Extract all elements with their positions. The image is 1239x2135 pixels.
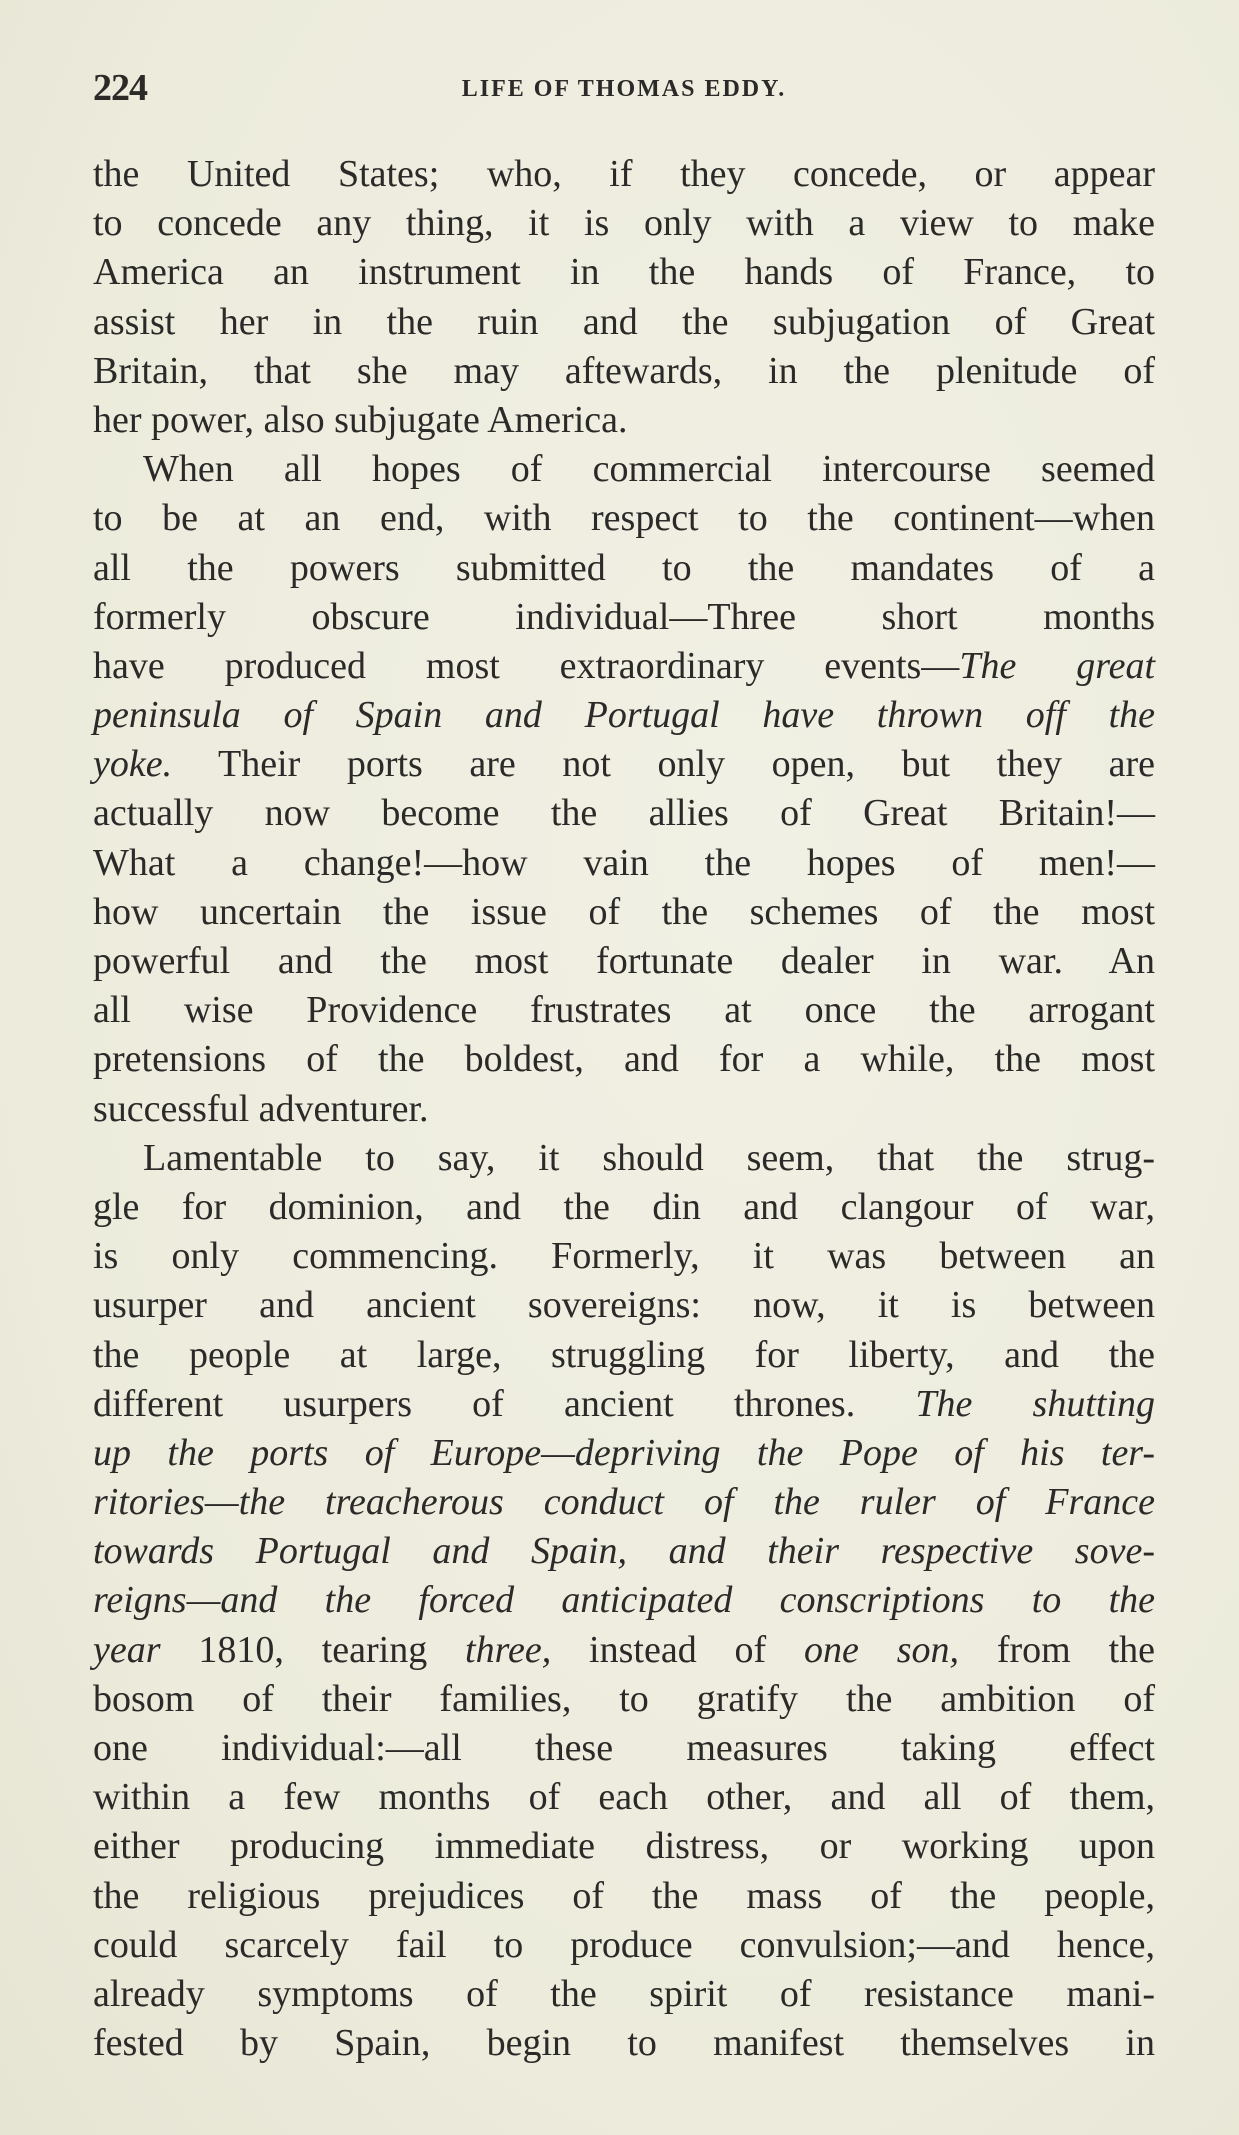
- text-segment: What a change!—how vain the hopes of men!—: [93, 841, 1155, 884]
- italic-text: reigns—and the forced anticipated conscriptions to the: [93, 1579, 1155, 1622]
- text-segment: her power, also subjugate America.: [93, 398, 628, 441]
- text-segment: gle for dominion, and the din and clangour of war,: [93, 1185, 1155, 1228]
- text-line: [93, 298, 1155, 347]
- text-segment: could scarcely fail to produce convulsion;—and hence,: [93, 1923, 1155, 1966]
- text-segment: how uncertain the issue of the schemes of the most: [93, 890, 1155, 933]
- italic-text: The great: [959, 644, 1155, 687]
- text-line: [93, 1035, 1155, 1084]
- text-segment: all the powers submitted to the mandates of a: [93, 546, 1155, 589]
- text-segment: all wise Providence frustrates at once the arrogant: [93, 989, 1155, 1032]
- italic-text: peninsula of Spain and Portugal have thrown off the: [93, 694, 1155, 737]
- text-line: [93, 2019, 1155, 2068]
- italic-text: one son,: [804, 1628, 960, 1671]
- text-segment: powerful and the most fortunate dealer in war. An: [93, 940, 1155, 982]
- text-segment: pretensions of the boldest, and for a while, the most: [93, 1038, 1155, 1081]
- page-number: 224: [93, 67, 147, 109]
- italic-text: yoke.: [93, 743, 173, 786]
- text-segment: usurper and ancient sovereigns: now, it is between: [93, 1284, 1155, 1327]
- text-line: [93, 1626, 1155, 1675]
- text-segment: to be at an end, with respect to the continent—when: [93, 497, 1155, 540]
- text-segment: the people at large, struggling for liberty, and the: [93, 1333, 1155, 1376]
- italic-text: up the ports of Europe—depriving the Pope of his ter-: [93, 1431, 1155, 1474]
- text-line: [93, 1478, 1155, 1527]
- text-line: [93, 1085, 1155, 1134]
- text-line: [93, 1183, 1155, 1232]
- text-segment: already symptoms of the spirit of resistance mani-: [93, 1972, 1155, 2015]
- text-segment: actually now become the allies of Great Britain!—: [93, 792, 1155, 835]
- text-segment: Lamentable to say, it should seem, that the strug-: [143, 1136, 1155, 1179]
- text-line: [93, 642, 1155, 691]
- text-segment: to concede any thing, it is only with a view to make: [93, 202, 1155, 245]
- text-segment: the United States; who, if they concede, or appear: [93, 153, 1155, 195]
- text-line: [93, 1675, 1155, 1724]
- text-line: [93, 1576, 1155, 1625]
- text-line: [93, 839, 1155, 888]
- text-line: [93, 593, 1155, 642]
- text-line: [93, 396, 1155, 445]
- text-line: [93, 1527, 1155, 1576]
- page-header: [93, 66, 1155, 116]
- text-segment: different usurpers of ancient thrones.: [93, 1382, 916, 1425]
- text-segment: fested by Spain, begin to manifest themselves in: [93, 2022, 1155, 2065]
- text-line: [93, 986, 1155, 1035]
- text-segment: Britain, that she may aftewards, in the plenitude of: [93, 349, 1155, 392]
- text-segment: assist her in the ruin and the subjugation of Great: [93, 300, 1155, 343]
- text-line: [93, 1921, 1155, 1970]
- body-text: [93, 150, 1155, 2068]
- text-segment: formerly obscure individual—Three short months: [93, 595, 1155, 638]
- text-segment: the religious prejudices of the mass of the people,: [93, 1874, 1155, 1917]
- text-segment: America an instrument in the hands of France, to: [93, 251, 1155, 294]
- text-line: [93, 494, 1155, 543]
- text-segment: either producing immediate distress, or working upon: [93, 1825, 1155, 1868]
- text-line: [93, 1822, 1155, 1871]
- text-segment: from the: [959, 1628, 1155, 1671]
- text-segment: within a few months of each other, and all of them,: [93, 1776, 1155, 1819]
- text-line: [93, 691, 1155, 740]
- italic-text: ritories—the treacherous conduct of the ruler of France: [93, 1481, 1155, 1524]
- text-line: [93, 248, 1155, 297]
- text-segment: 1810, tearing: [160, 1628, 466, 1671]
- text-line: [93, 1773, 1155, 1822]
- text-line: [93, 789, 1155, 838]
- text-segment: one individual:—all these measures taking effect: [93, 1727, 1155, 1769]
- text-line: [93, 1429, 1155, 1478]
- text-segment: When all hopes of commercial intercourse seemed: [143, 448, 1155, 491]
- italic-text: year: [93, 1628, 161, 1671]
- text-line: [93, 937, 1155, 986]
- text-line: [93, 888, 1155, 937]
- text-segment: instead of: [551, 1628, 805, 1671]
- text-line: [93, 1331, 1155, 1380]
- text-line: [93, 150, 1155, 199]
- running-title: LIFE OF THOMAS EDDY.: [461, 76, 787, 102]
- text-segment: bosom of their families, to gratify the ambition of: [93, 1677, 1155, 1720]
- text-line: [93, 1281, 1155, 1330]
- text-line: [93, 347, 1155, 396]
- text-segment: have produced most extraordinary events—: [93, 644, 960, 687]
- text-line: [93, 544, 1155, 593]
- italic-text: towards Portugal and Spain, and their respective sove-: [93, 1530, 1155, 1573]
- text-line: [93, 1724, 1155, 1773]
- text-segment: successful adventurer.: [93, 1087, 429, 1130]
- text-segment: is only commencing. Formerly, it was between an: [93, 1235, 1155, 1278]
- text-line: [93, 1134, 1155, 1183]
- italic-text: The shutting: [915, 1382, 1156, 1425]
- text-line: [93, 199, 1155, 248]
- text-segment: Their ports are not only open, but they are: [172, 743, 1155, 786]
- text-line: [93, 1872, 1155, 1921]
- italic-text: three,: [465, 1628, 552, 1671]
- text-line: [93, 1380, 1155, 1429]
- text-line: [93, 1232, 1155, 1281]
- text-line: [93, 1970, 1155, 2019]
- text-line: [93, 740, 1155, 789]
- text-line: [93, 445, 1155, 494]
